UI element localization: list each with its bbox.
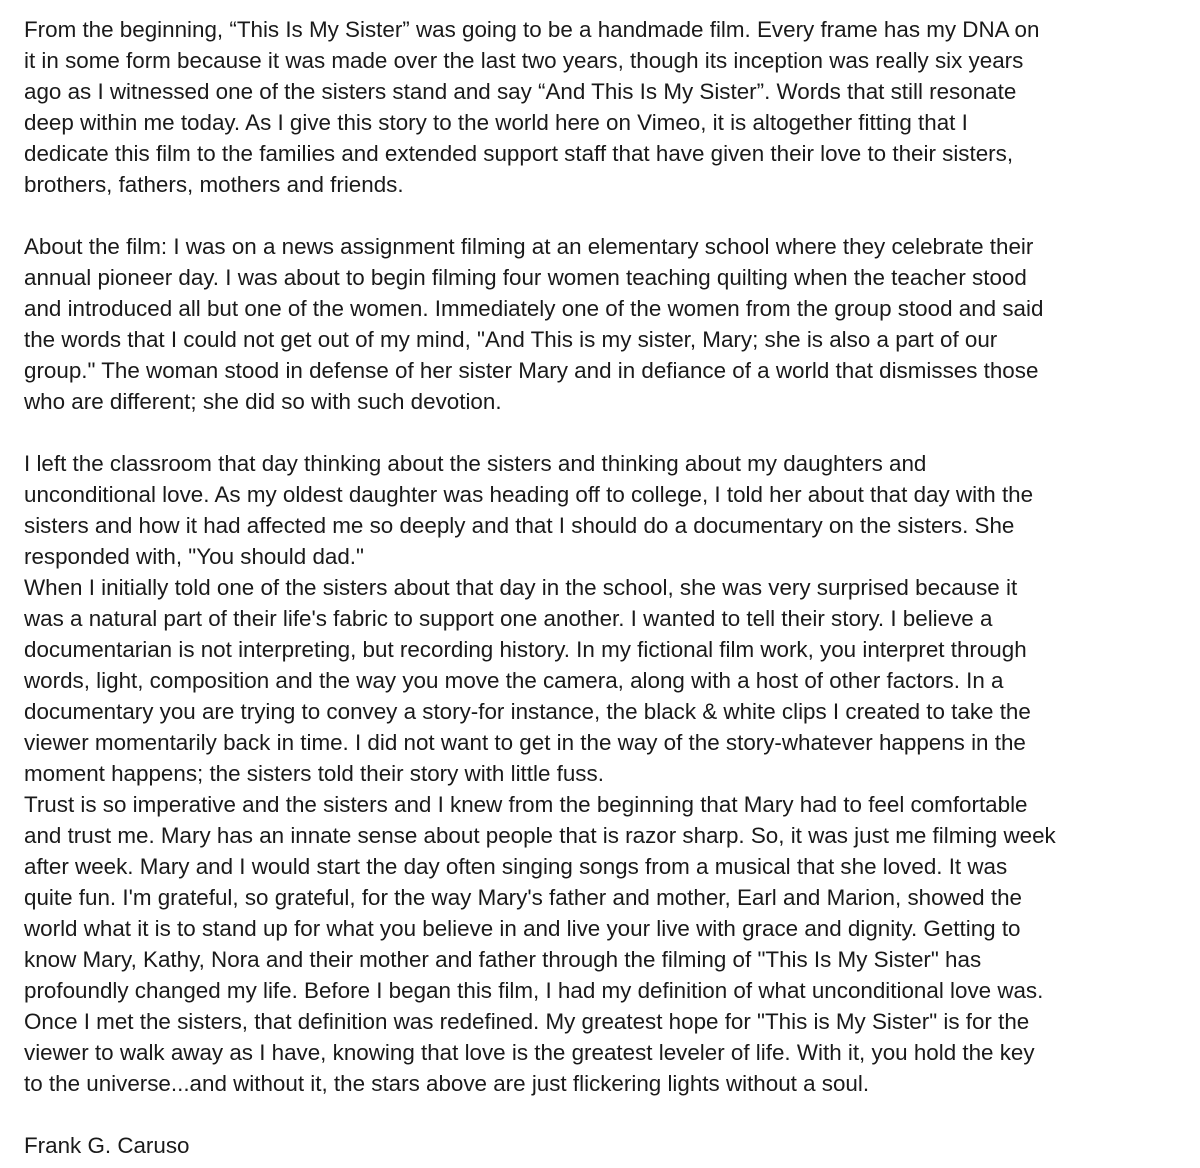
paragraph-gap xyxy=(24,200,1176,231)
author-signature: Frank G. Caruso xyxy=(24,1133,190,1158)
paragraph-gap xyxy=(24,1099,1176,1130)
paragraph-dedication: From the beginning, “This Is My Sister” was going to be a handmade film. Every frame has my DNA on it in some form because it was made over the last two years, though its inception was really six years ago as I witnessed one of the sisters stand and say “And This Is My Sister”. Words that still resonate deep within me today. As I give this story to the world here on Vimeo, it is altogether fitting that I dedicate this film to the families and extended support staff that have given their love to their sisters, brothers, fathers, mothers and friends. xyxy=(24,17,1040,197)
paragraph-gap xyxy=(24,417,1176,448)
paragraph-about-the-film: About the film: I was on a news assignment filming at an elementary school where they celebrate their annual pioneer day. I was about to begin filming four women teaching quilting when the teacher stood and introduced all but one of the women. Immediately one of the women from the group stood and said the words that I could not get out of my mind, "And This is my sister, Mary; she is also a part of our group." The woman stood in defense of her sister Mary and in defiance of a world that dismisses those who are different; she did so with such devotion. xyxy=(24,234,1044,414)
paragraph-story: I left the classroom that day thinking about the sisters and thinking about my daughters and unconditional love. As my oldest daughter was heading off to college, I told her about that day with the sisters and how it had affected me so deeply and that I should do a documentary on the sisters. She responded with, "You should dad." When I initially told one of the sisters about that day in the school, she was very surprised because it was a natural part of their life's fabric to support one another. I wanted to tell their story. I believe a documentarian is not interpreting, but recording history. In my fictional film work, you interpret through words, light, composition and the way you move the camera, along with a host of other factors. In a documentary you are trying to convey a story-for instance, the black & white clips I created to take the viewer momentarily back in time. I did not want to get in the way of the story-whatever happens in the moment happens; the sisters told their story with little fuss. Trust is so imperative and the sisters and I knew from the beginning that Mary had to feel comfortable and trust me. Mary has an innate sense about people that is razor sharp. So, it was just me filming week after week. Mary and I would start the day often singing songs from a musical that she loved. It was quite fun. I'm grateful, so grateful, for the way Mary's father and mother, Earl and Marion, showed the world what it is to stand up for what you believe in and live your live with grace and dignity. Getting to know Mary, Kathy, Nora and their mother and father through the filming of "This Is My Sister" has profoundly changed my life. Before I began this film, I had my definition of what unconditional love was. Once I met the sisters, that definition was redefined. My greatest hope for "This is My Sister" is for the viewer to walk away as I have, knowing that love is the greatest leveler of life. With it, you hold the key to the universe...and without it, the stars above are just flickering lights without a soul. xyxy=(24,451,1056,1096)
